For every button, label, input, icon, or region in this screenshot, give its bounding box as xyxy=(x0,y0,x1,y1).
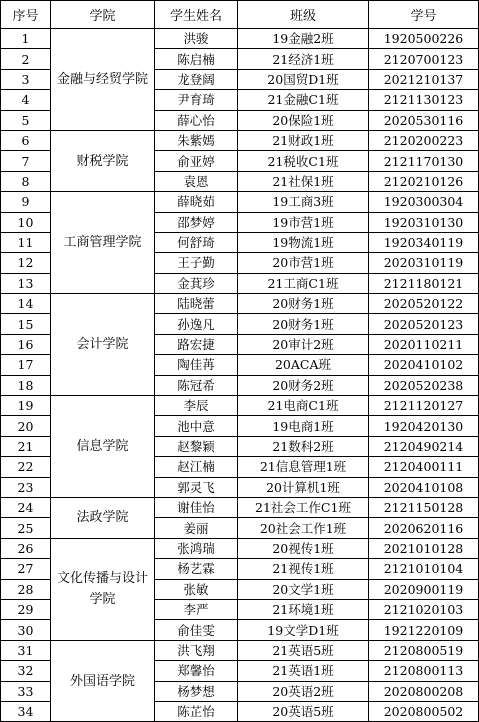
serial-cell: 4 xyxy=(1,90,51,110)
student-name-cell: 陈芷怡 xyxy=(155,701,238,721)
serial-cell: 19 xyxy=(1,396,51,416)
serial-cell: 12 xyxy=(1,253,51,273)
serial-cell: 8 xyxy=(1,171,51,191)
serial-cell: 13 xyxy=(1,273,51,293)
class-cell: 19工商3班 xyxy=(238,192,369,212)
student-name-cell: 俞亚婷 xyxy=(155,151,238,171)
student-name-cell: 路宏捷 xyxy=(155,334,238,354)
student-id-cell: 2120800519 xyxy=(369,640,479,660)
class-cell: 20财务2班 xyxy=(238,375,369,395)
student-id-cell: 2020620116 xyxy=(369,518,479,538)
header-student-name: 学生姓名 xyxy=(155,1,238,29)
student-id-cell: 2121180121 xyxy=(369,273,479,293)
student-id-cell: 2120800113 xyxy=(369,661,479,681)
student-name-cell: 姜丽 xyxy=(155,518,238,538)
student-name-cell: 袁恩 xyxy=(155,171,238,191)
student-id-cell: 2121170130 xyxy=(369,151,479,171)
student-id-cell: 2020530116 xyxy=(369,110,479,130)
class-cell: 20ACA班 xyxy=(238,355,369,375)
serial-cell: 11 xyxy=(1,232,51,252)
serial-cell: 21 xyxy=(1,436,51,456)
serial-cell: 34 xyxy=(1,701,51,721)
class-cell: 21社会工作C1班 xyxy=(238,497,369,517)
student-name-cell: 何舒琦 xyxy=(155,232,238,252)
college-cell: 文化传播与设计学院 xyxy=(51,538,155,640)
class-cell: 19文学D1班 xyxy=(238,620,369,640)
table-row xyxy=(1,640,479,660)
student-name-cell: 陶佳苒 xyxy=(155,355,238,375)
student-id-cell: 2120200223 xyxy=(369,130,479,150)
student-name-cell: 陈冠希 xyxy=(155,375,238,395)
student-name-cell: 邵梦婷 xyxy=(155,212,238,232)
class-cell: 20保险1班 xyxy=(238,110,369,130)
serial-cell: 30 xyxy=(1,620,51,640)
class-cell: 21社保1班 xyxy=(238,171,369,191)
student-id-cell: 2020520238 xyxy=(369,375,479,395)
student-id-cell: 1920420130 xyxy=(369,416,479,436)
college-cell: 法政学院 xyxy=(51,497,155,538)
student-name-cell: 赵黎颖 xyxy=(155,436,238,456)
class-cell: 19市营1班 xyxy=(238,212,369,232)
class-cell: 21环境1班 xyxy=(238,599,369,619)
serial-cell: 14 xyxy=(1,294,51,314)
student-id-cell: 2121120127 xyxy=(369,396,479,416)
serial-cell: 32 xyxy=(1,661,51,681)
student-name-cell: 洪飞翔 xyxy=(155,640,238,660)
class-cell: 20视传1班 xyxy=(238,538,369,558)
student-id-cell: 2121150128 xyxy=(369,497,479,517)
student-name-cell: 陆晓蕾 xyxy=(155,294,238,314)
student-id-cell: 2020800502 xyxy=(369,701,479,721)
student-id-cell: 2120490214 xyxy=(369,436,479,456)
student-id-cell: 2020410108 xyxy=(369,477,479,497)
college-cell: 信息学院 xyxy=(51,396,155,498)
student-name-cell: 杨梦想 xyxy=(155,681,238,701)
student-id-cell: 2121130123 xyxy=(369,90,479,110)
serial-cell: 17 xyxy=(1,355,51,375)
class-cell: 21财政1班 xyxy=(238,130,369,150)
header-serial: 序号 xyxy=(1,1,51,29)
student-name-cell: 尹育琦 xyxy=(155,90,238,110)
student-name-cell: 赵江楠 xyxy=(155,457,238,477)
student-id-cell: 1920300304 xyxy=(369,192,479,212)
student-name-cell: 杨艺霖 xyxy=(155,559,238,579)
serial-cell: 25 xyxy=(1,518,51,538)
serial-cell: 23 xyxy=(1,477,51,497)
college-cell: 会计学院 xyxy=(51,294,155,396)
class-cell: 20审计2班 xyxy=(238,334,369,354)
student-id-cell: 1920340119 xyxy=(369,232,479,252)
student-id-cell: 2020800208 xyxy=(369,681,479,701)
student-id-cell: 1920500226 xyxy=(369,29,479,49)
student-name-cell: 洪骏 xyxy=(155,29,238,49)
class-cell: 20财务1班 xyxy=(238,314,369,334)
table-row xyxy=(1,294,479,314)
serial-cell: 31 xyxy=(1,640,51,660)
student-id-cell: 1920310130 xyxy=(369,212,479,232)
serial-cell: 2 xyxy=(1,49,51,69)
table-row xyxy=(1,497,479,517)
student-name-cell: 朱紫嫣 xyxy=(155,130,238,150)
student-id-cell: 2021010128 xyxy=(369,538,479,558)
class-cell: 20英语2班 xyxy=(238,681,369,701)
serial-cell: 15 xyxy=(1,314,51,334)
college-cell: 外国语学院 xyxy=(51,640,155,722)
student-name-cell: 池中意 xyxy=(155,416,238,436)
table-row xyxy=(1,29,479,49)
header-college: 学院 xyxy=(51,1,155,29)
table-row xyxy=(1,192,479,212)
class-cell: 20文学1班 xyxy=(238,579,369,599)
college-cell: 工商管理学院 xyxy=(51,192,155,294)
student-name-cell: 龙登阔 xyxy=(155,69,238,89)
class-cell: 21视传1班 xyxy=(238,559,369,579)
student-id-cell: 2020900119 xyxy=(369,579,479,599)
student-name-cell: 薛心怡 xyxy=(155,110,238,130)
college-cell: 财税学院 xyxy=(51,130,155,191)
student-id-cell: 2121020103 xyxy=(369,599,479,619)
class-cell: 20国贸D1班 xyxy=(238,69,369,89)
class-cell: 21英语1班 xyxy=(238,661,369,681)
student-name-cell: 郭灵飞 xyxy=(155,477,238,497)
student-id-cell: 2120400111 xyxy=(369,457,479,477)
student-id-cell: 2020310119 xyxy=(369,253,479,273)
student-id-cell: 2120700123 xyxy=(369,49,479,69)
student-id-cell: 2121010104 xyxy=(369,559,479,579)
serial-cell: 20 xyxy=(1,416,51,436)
serial-cell: 28 xyxy=(1,579,51,599)
student-id-cell: 2021210137 xyxy=(369,69,479,89)
serial-cell: 3 xyxy=(1,69,51,89)
class-cell: 21数科2班 xyxy=(238,436,369,456)
serial-cell: 10 xyxy=(1,212,51,232)
class-cell: 19电商1班 xyxy=(238,416,369,436)
student-name-cell: 郑馨怡 xyxy=(155,661,238,681)
class-cell: 21英语5班 xyxy=(238,640,369,660)
table-row xyxy=(1,396,479,416)
serial-cell: 33 xyxy=(1,681,51,701)
student-name-cell: 孙逸凡 xyxy=(155,314,238,334)
table-row xyxy=(1,538,479,558)
student-name-cell: 张鸿瑞 xyxy=(155,538,238,558)
class-cell: 20市营1班 xyxy=(238,253,369,273)
serial-cell: 24 xyxy=(1,497,51,517)
table-row xyxy=(1,130,479,150)
class-cell: 21信息管理1班 xyxy=(238,457,369,477)
student-id-cell: 2020520122 xyxy=(369,294,479,314)
serial-cell: 22 xyxy=(1,457,51,477)
header-row xyxy=(1,1,479,29)
student-id-cell: 2120210126 xyxy=(369,171,479,191)
student-id-cell: 2020520123 xyxy=(369,314,479,334)
student-name-cell: 陈启楠 xyxy=(155,49,238,69)
class-cell: 20社会工作1班 xyxy=(238,518,369,538)
student-name-cell: 谢佳怡 xyxy=(155,497,238,517)
table-body xyxy=(1,29,479,722)
serial-cell: 27 xyxy=(1,559,51,579)
class-cell: 21经济1班 xyxy=(238,49,369,69)
student-id-cell: 2020110211 xyxy=(369,334,479,354)
header-class: 班级 xyxy=(238,1,369,29)
class-cell: 20英语5班 xyxy=(238,701,369,721)
class-cell: 21金融C1班 xyxy=(238,90,369,110)
student-name-cell: 李辰 xyxy=(155,396,238,416)
class-cell: 19金融2班 xyxy=(238,29,369,49)
student-name-cell: 张敏 xyxy=(155,579,238,599)
class-cell: 20财务1班 xyxy=(238,294,369,314)
serial-cell: 29 xyxy=(1,599,51,619)
class-cell: 21电商C1班 xyxy=(238,396,369,416)
serial-cell: 9 xyxy=(1,192,51,212)
student-name-cell: 薛晓茹 xyxy=(155,192,238,212)
class-cell: 21工商C1班 xyxy=(238,273,369,293)
student-name-cell: 李严 xyxy=(155,599,238,619)
student-name-cell: 俞佳雯 xyxy=(155,620,238,640)
serial-cell: 16 xyxy=(1,334,51,354)
serial-cell: 5 xyxy=(1,110,51,130)
serial-cell: 6 xyxy=(1,130,51,150)
serial-cell: 18 xyxy=(1,375,51,395)
student-name-cell: 金萁珍 xyxy=(155,273,238,293)
student-id-cell: 1921220109 xyxy=(369,620,479,640)
class-cell: 20计算机1班 xyxy=(238,477,369,497)
serial-cell: 7 xyxy=(1,151,51,171)
student-id-cell: 2020410102 xyxy=(369,355,479,375)
serial-cell: 26 xyxy=(1,538,51,558)
class-cell: 21税收C1班 xyxy=(238,151,369,171)
header-student-id: 学号 xyxy=(369,1,479,29)
student-name-cell: 王子勤 xyxy=(155,253,238,273)
college-cell: 金融与经贸学院 xyxy=(51,29,155,131)
serial-cell: 1 xyxy=(1,29,51,49)
class-cell: 19物流1班 xyxy=(238,232,369,252)
